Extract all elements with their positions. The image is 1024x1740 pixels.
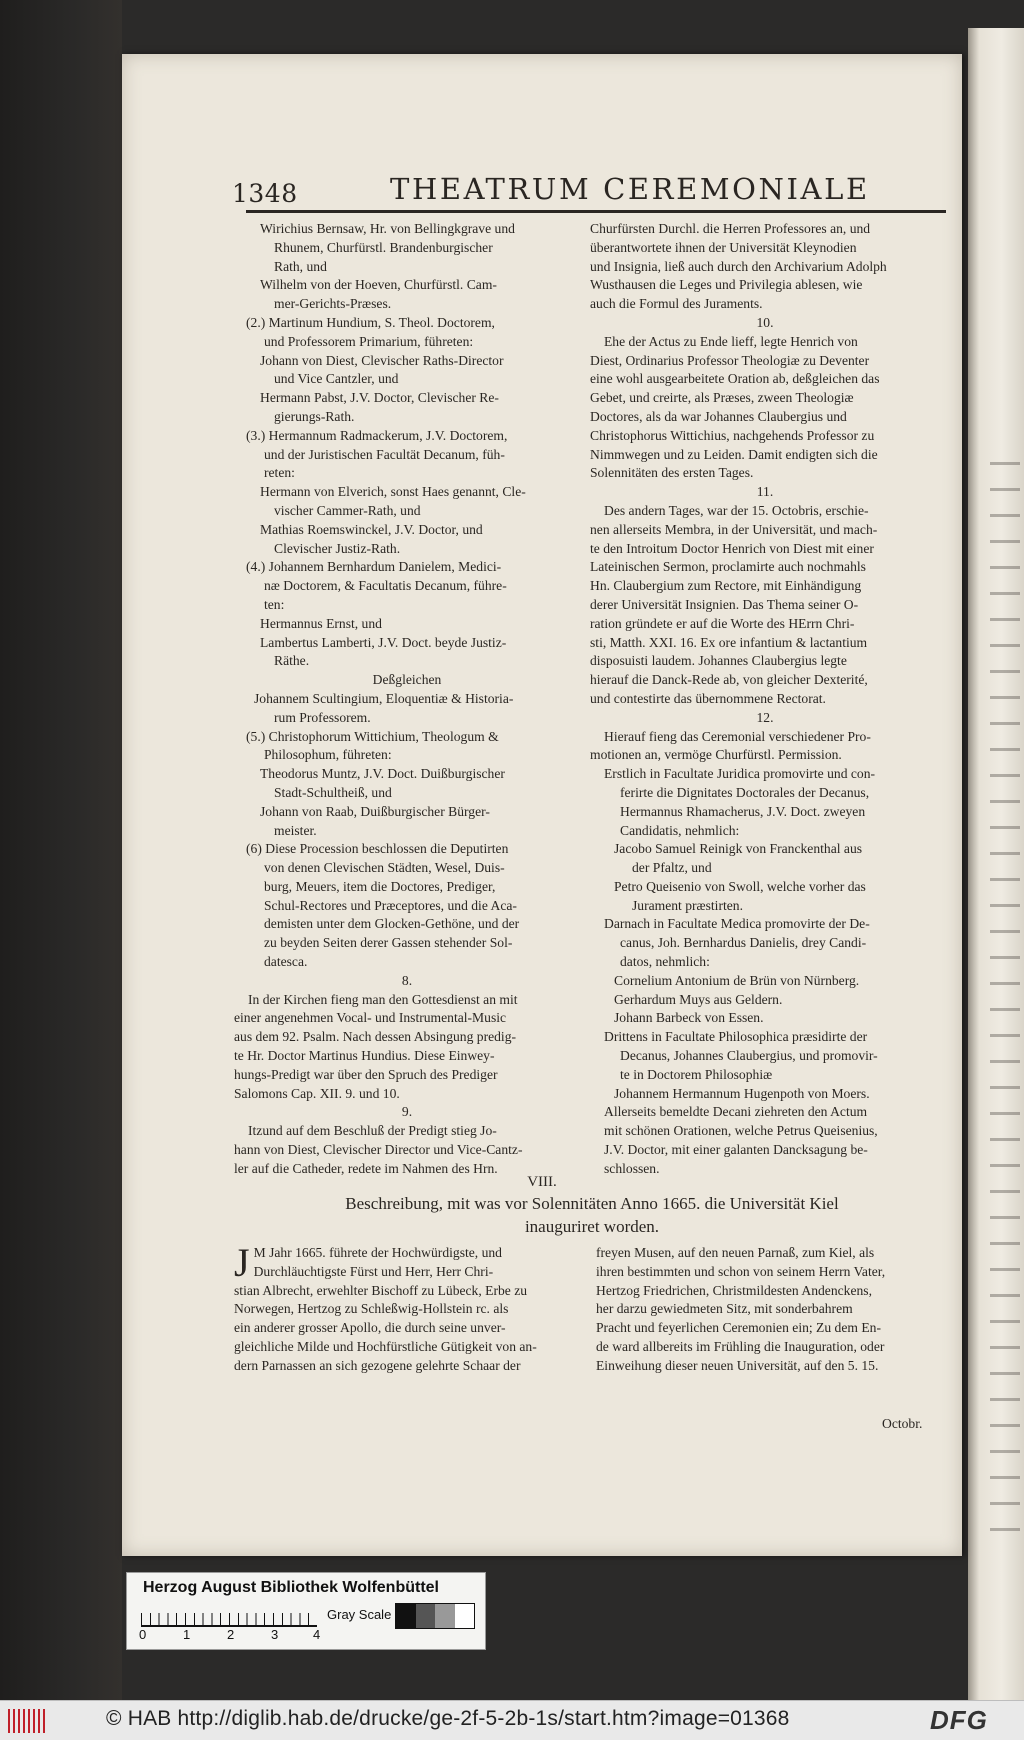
text-line: Gerhardum Muys aus Geldern. bbox=[614, 991, 783, 1007]
text-line: canus, Joh. Bernhardus Danielis, drey Candi- bbox=[620, 935, 867, 951]
text-line: eine wohl ausgearbeitete Oration ab, deßgleichen das bbox=[590, 371, 880, 387]
text-line: burg, Meuers, item die Doctores, Prediger, bbox=[264, 878, 496, 894]
text-line: motionen an, vermöge Churfürstl. Permission. bbox=[590, 747, 842, 763]
text-line: Hertzog Friedrichen, Christmildesten Andenckens, bbox=[596, 1282, 872, 1298]
text-line: Hermannus Ernst, und bbox=[260, 615, 382, 631]
text-line: Hermann von Elverich, sonst Haes genannt, Cle- bbox=[260, 484, 526, 500]
text-line: her darzu gewiedmeten Sitz, mit sonderbahrem bbox=[596, 1301, 853, 1317]
text-line: Jacobo Samuel Reinigk von Franckenthal aus bbox=[614, 841, 863, 857]
text-line: ferirte die Dignitates Doctorales der Decanus, bbox=[620, 784, 870, 800]
ruler-tick-label: 4 bbox=[313, 1627, 321, 1642]
dfg-logo: DFG bbox=[930, 1705, 988, 1735]
text-line: zu beyden Seiten derer Gassen stehender Sol- bbox=[264, 935, 513, 951]
gray-swatch bbox=[435, 1604, 455, 1628]
ruler-tick-label: 2 bbox=[227, 1627, 235, 1642]
text-line: (6) Diese Procession beschlossen die Deputirten bbox=[246, 841, 509, 857]
text-line: Petro Queisenio von Swoll, welche vorher das bbox=[614, 878, 866, 894]
text-line: gierungs-Rath. bbox=[274, 408, 355, 424]
text-line: ler auf die Catheder, redete im Nahmen des Hrn. bbox=[234, 1160, 498, 1176]
grayscale-label: Gray Scale bbox=[327, 1607, 392, 1622]
text-line: Norwegen, Hertzog zu Schleßwig-Hollstein rc. als bbox=[234, 1301, 509, 1317]
facing-page-edge bbox=[968, 28, 1024, 1700]
text-line: Philosophum, führeten: bbox=[264, 747, 392, 763]
text-line: Decanus, Johannes Claubergius, und promovir- bbox=[620, 1048, 878, 1064]
running-title: THEATRUM CEREMONIALE bbox=[390, 172, 870, 206]
right-column bbox=[590, 220, 940, 1179]
section-body-left bbox=[234, 1240, 586, 1376]
text-line: auch die Formul des Juraments. bbox=[590, 296, 763, 312]
text-line: Einweihung dieser neuen Universität, auf den 5. 15. bbox=[596, 1357, 879, 1373]
text-line: (3.) Hermannum Radmackerum, J.V. Doctorem, bbox=[246, 427, 508, 443]
text-line: næ Doctorem, & Facultatis Decanum, führe- bbox=[264, 578, 507, 594]
text-line: vischer Cammer-Rath, und bbox=[274, 502, 421, 518]
text-line: Nimmwegen und zu Leiden. Damit endigten sich die bbox=[590, 446, 878, 462]
page-number: 1348 bbox=[232, 179, 298, 208]
gray-swatch bbox=[396, 1604, 416, 1628]
section-number: VIII. bbox=[527, 1174, 557, 1190]
text-line: und der Juristischen Facultät Decanum, füh- bbox=[264, 446, 505, 462]
text-line: ten: bbox=[264, 596, 285, 612]
text-line: Salomons Cap. XII. 9. und 10. bbox=[234, 1085, 400, 1101]
text-line: Lateinischen Sermon, proclamirte auch nochmahls bbox=[590, 559, 866, 575]
text-line: datos, nehmlich: bbox=[620, 954, 710, 970]
hab-logo-icon bbox=[8, 1709, 48, 1733]
text-line: In der Kirchen fieng man den Gottesdienst an mit bbox=[248, 991, 518, 1007]
text-line: schlossen. bbox=[604, 1160, 660, 1176]
text-line: sti, Matth. XXI. 16. Ex ore infantium & lactantium bbox=[590, 634, 868, 650]
text-line: mer-Gerichts-Præses. bbox=[274, 296, 392, 312]
text-line: und Insignia, ließ auch durch den Archivarium Adolph bbox=[590, 258, 887, 274]
text-line: de ward allbereits im Frühling die Inauguration, oder bbox=[596, 1338, 885, 1354]
text-line: Johann von Diest, Clevischer Raths-Director bbox=[260, 352, 504, 368]
drop-cap-initial: J bbox=[234, 1240, 250, 1285]
text-line: Diest, Ordinarius Professor Theologiæ zu Deventer bbox=[590, 352, 870, 368]
text-line: Solennitäten des ersten Tages. bbox=[590, 465, 754, 481]
text-line: nen allerseits Membra, in der Universität, und mach- bbox=[590, 521, 878, 537]
text-line: Drittens in Facultate Philosophica præsidirte der bbox=[604, 1029, 868, 1045]
text-line: datesca. bbox=[264, 954, 308, 970]
text-line: freyen Musen, auf den neuen Parnaß, zum Kiel, als bbox=[596, 1245, 875, 1260]
text-line: (4.) Johannem Bernhardum Danielem, Medici- bbox=[246, 559, 502, 575]
text-line: Rhunem, Churfürstl. Brandenburgischer bbox=[274, 239, 493, 255]
text-line: stian Albrecht, erwehlter Bischoff zu Lübeck, Erbe zu bbox=[234, 1282, 528, 1298]
text-line: Hierauf fieng das Ceremonial verschiedener Pro- bbox=[604, 728, 871, 744]
text-line: Hermannus Rhamacherus, J.V. Doct. zweyen bbox=[620, 803, 866, 819]
text-line: Des andern Tages, war der 15. Octobris, erschie- bbox=[604, 502, 869, 518]
gray-swatch bbox=[416, 1604, 436, 1628]
text-line: Gebet, und creirte, als Præses, zween Theologiæ bbox=[590, 390, 854, 406]
section-heading-line: Beschreibung, mit was vor Solennitäten Anno 1665. die Universität Kiel bbox=[345, 1194, 839, 1213]
text-line: ihren bestimmten und schon von seinem Herrn Vater, bbox=[596, 1263, 886, 1279]
text-line: J.V. Doctor, mit einer galanten Dancksagung be- bbox=[604, 1142, 868, 1158]
text-line: rum Professorem. bbox=[274, 709, 371, 725]
text-line: derer Universität Insignien. Das Thema seiner O- bbox=[590, 596, 859, 612]
text-line: Erstlich in Facultate Juridica promovirte und con- bbox=[604, 766, 876, 782]
text-line: Schul-Rectores und Præceptores, und die Aca- bbox=[264, 897, 517, 913]
catchword: Octobr. bbox=[882, 1416, 923, 1431]
text-line: und Vice Cantzler, und bbox=[274, 371, 399, 387]
section-heading-line: inauguriret worden. bbox=[524, 1217, 660, 1236]
text-line: Candidatis, nehmlich: bbox=[620, 822, 740, 838]
text-line: Clevischer Justiz-Rath. bbox=[274, 540, 401, 556]
footer-bar bbox=[0, 1700, 1024, 1740]
text-line: te den Introitum Doctor Henrich von Diest mit einer bbox=[590, 540, 874, 556]
ruler-tick-label: 3 bbox=[271, 1627, 279, 1642]
text-line: überantwortete ihnen der Universität Kleynodien bbox=[590, 239, 857, 255]
book-page bbox=[122, 54, 962, 1556]
text-line: Mathias Roemswinckel, J.V. Doctor, und bbox=[260, 521, 483, 537]
text-line: Johann Barbeck von Essen. bbox=[614, 1010, 764, 1026]
text-line: te in Doctorem Philosophiæ bbox=[620, 1066, 773, 1082]
text-line: hierauf die Danck-Rede ab, von gleicher Dexterité, bbox=[590, 672, 868, 688]
text-line: 8. bbox=[401, 972, 413, 988]
text-line: Johann von Raab, Duißburgischer Bürger- bbox=[260, 803, 490, 819]
text-line: Hermann Pabst, J.V. Doctor, Clevischer Re- bbox=[260, 390, 499, 406]
text-line: Durchläuchtigste Fürst und Herr, Herr Chri- bbox=[253, 1263, 494, 1279]
text-line: Johannem Hermannum Hugenpoth von Moers. bbox=[614, 1085, 870, 1101]
book-cradle-left bbox=[0, 0, 122, 1700]
text-line: meister. bbox=[274, 822, 317, 838]
text-line: Itzund auf dem Beschluß der Predigt stieg Jo- bbox=[248, 1123, 497, 1139]
text-line: ein anderer grosser Apollo, die durch seine unver- bbox=[234, 1320, 506, 1336]
text-line: Theodorus Muntz, J.V. Doct. Duißburgischer bbox=[260, 766, 505, 782]
facing-page-text bbox=[990, 448, 1020, 1548]
text-line: dern Parnassen an sich gezogene gelehrte Schaar der bbox=[234, 1357, 521, 1373]
text-line: Rath, und bbox=[274, 258, 327, 274]
library-name: Herzog August Bibliothek Wolfenbüttel bbox=[143, 1579, 439, 1596]
text-line: Doctores, als da war Johannes Claubergius und bbox=[590, 408, 847, 424]
text-line: Hn. Claubergium zum Rectore, mit Einhändigung bbox=[590, 578, 862, 594]
text-line: 11. bbox=[756, 484, 774, 500]
text-line: Christophorus Wittichius, nachgehends Professor zu bbox=[590, 427, 875, 443]
text-line: (2.) Martinum Hundium, S. Theol. Doctorem, bbox=[246, 314, 495, 330]
scale-ruler bbox=[141, 1603, 317, 1627]
text-line: ration gründete er auf die Worte des HErrn Chri- bbox=[590, 615, 855, 631]
text-line: Räthe. bbox=[274, 653, 310, 669]
text-line: der Pfaltz, und bbox=[632, 860, 712, 876]
text-line: te Hr. Doctor Martinus Hundius. Diese Einwey- bbox=[234, 1048, 495, 1064]
text-line: gleichliche Milde und Hochfürstliche Gütigkeit von an- bbox=[234, 1338, 537, 1354]
ruler-tick-label: 1 bbox=[183, 1627, 191, 1642]
text-line: Pracht und feyerlichen Ceremonien ein; Zu dem En- bbox=[596, 1320, 881, 1336]
text-line: Darnach in Facultate Medica promovirte der De- bbox=[604, 916, 870, 932]
text-line: Lambertus Lamberti, J.V. Doct. beyde Justiz- bbox=[260, 634, 507, 650]
text-line: hungs-Predigt war über den Spruch des Prediger bbox=[234, 1066, 498, 1082]
text-line: reten: bbox=[264, 465, 295, 481]
section-body-right bbox=[596, 1244, 950, 1376]
text-line: mit schönen Orationen, welche Petrus Queisenius, bbox=[604, 1123, 878, 1139]
library-color-card bbox=[126, 1572, 486, 1650]
ruler-tick-label: 0 bbox=[139, 1627, 147, 1642]
text-line: und contestirte das übernommene Rectorat. bbox=[590, 690, 826, 706]
text-line: (5.) Christophorum Wittichium, Theologum & bbox=[246, 728, 499, 744]
text-line: 9. bbox=[401, 1104, 413, 1120]
left-column bbox=[234, 220, 580, 1179]
text-line: aus dem 92. Psalm. Nach dessen Absingung predig- bbox=[234, 1029, 517, 1045]
text-line: Wilhelm von der Hoeven, Churfürstl. Cam- bbox=[260, 277, 497, 293]
text-line: hann von Diest, Clevischer Director und Vice-Cantz- bbox=[234, 1142, 523, 1158]
text-line: 10. bbox=[756, 314, 774, 330]
text-line: Ehe der Actus zu Ende lieff, legte Henrich von bbox=[604, 333, 858, 349]
text-line: Johannem Scultingium, Eloquentiæ & Historia- bbox=[254, 690, 514, 706]
header-rule bbox=[246, 210, 946, 213]
text-line: von denen Clevischen Städten, Wesel, Duis- bbox=[264, 860, 505, 876]
text-line: Churfürsten Durchl. die Herren Professores an, und bbox=[590, 221, 871, 236]
text-line: demisten unter dem Glocken-Gethöne, und der bbox=[264, 916, 520, 932]
text-line: Jurament præstirten. bbox=[632, 897, 743, 913]
text-line: M Jahr 1665. führete der Hochwürdigste, und bbox=[253, 1245, 502, 1260]
section-heading bbox=[252, 1192, 932, 1238]
text-line: Stadt-Schultheiß, und bbox=[274, 784, 392, 800]
grayscale-swatches bbox=[395, 1603, 475, 1629]
text-line: Allerseits bemeldte Decani ziehreten den Actum bbox=[604, 1104, 868, 1120]
gray-swatch bbox=[455, 1604, 475, 1628]
text-line: 12. bbox=[756, 709, 774, 725]
text-line: Deßgleichen bbox=[372, 672, 442, 688]
copyright-url[interactable]: © HAB http://diglib.hab.de/drucke/ge-2f-5-2b-1s/start.htm?image=01368 bbox=[106, 1707, 790, 1730]
text-line: disposuisti laudem. Johannes Claubergius legte bbox=[590, 653, 847, 669]
text-line: Wusthausen die Leges und Privilegia ablesen, wie bbox=[590, 277, 863, 293]
text-line: Cornelium Antonium de Brün von Nürnberg. bbox=[614, 972, 860, 988]
text-line: und Professorem Primarium, führeten: bbox=[264, 333, 474, 349]
text-line: Wirichius Bernsaw, Hr. von Bellingkgrave und bbox=[260, 221, 515, 236]
text-line: einer angenehmen Vocal- und Instrumental-Music bbox=[234, 1010, 507, 1026]
